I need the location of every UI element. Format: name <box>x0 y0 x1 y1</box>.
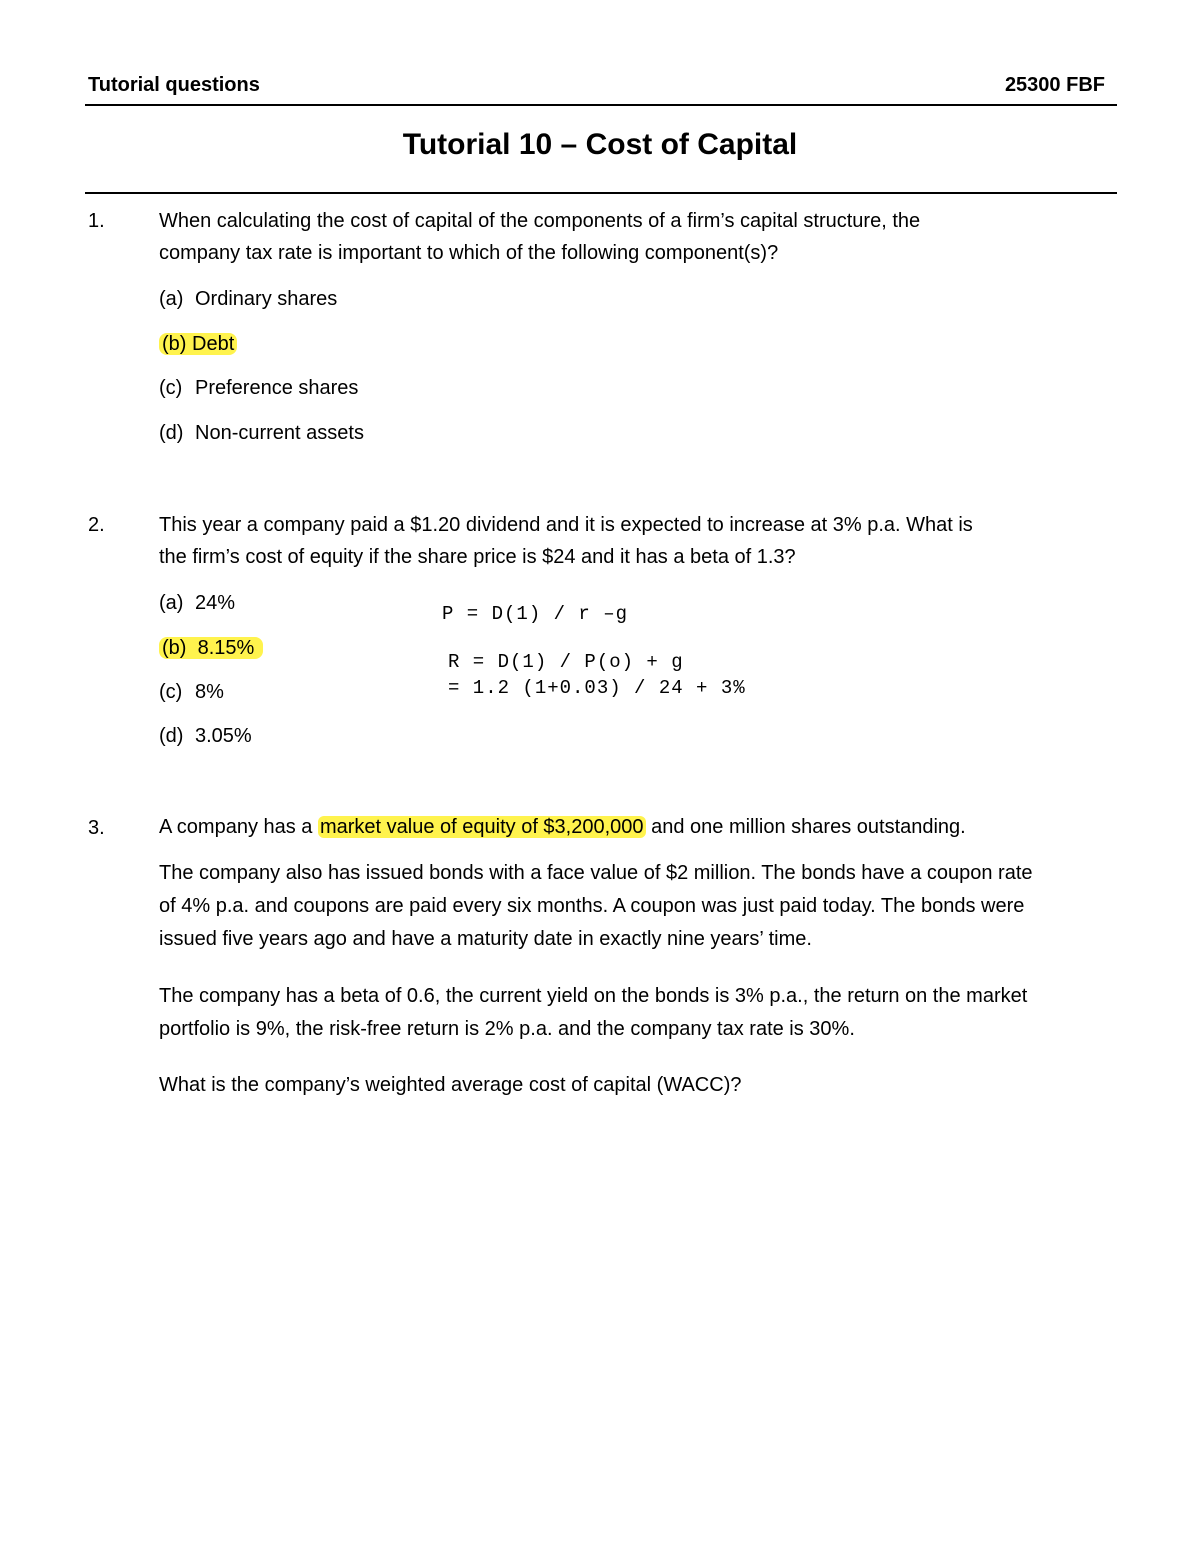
question-2-option-d <box>159 725 252 748</box>
paragraph-line: portfolio is 9%, the risk-free return is 2% p.a. and the company tax rate is 30%. <box>159 1018 855 1040</box>
header-right: 25300 FBF <box>1004 74 1105 96</box>
answer-highlight <box>159 333 237 355</box>
question-3-line-1 <box>159 811 1109 843</box>
header-rule <box>85 104 1117 106</box>
option-label: (b) <box>162 637 187 659</box>
formula-calculation: = 1.2 (1+0.03) / 24 + 3% <box>448 677 746 699</box>
question-1-option-d <box>159 422 364 445</box>
option-label: (c) <box>159 377 183 399</box>
page-title: Tutorial 10 – Cost of Capital <box>402 128 798 161</box>
option-text: 24% <box>195 592 236 614</box>
question-2-line-2: the firm’s cost of equity if the share price is $24 and it has a beta of 1.3? <box>159 546 796 568</box>
question-3-paragraph-3 <box>159 980 1109 1046</box>
question-2-option-a <box>159 592 235 615</box>
paragraph-line: of 4% p.a. and coupons are paid every six months. A coupon was just paid today. The bonds were <box>159 895 1025 917</box>
option-label: (c) <box>159 681 183 703</box>
question-1-option-b <box>159 333 237 356</box>
question-2-line-1: This year a company paid a $1.20 dividend and it is expected to increase at 3% p.a. What is <box>159 514 973 536</box>
option-label: (b) <box>162 333 187 355</box>
option-label: (d) <box>159 422 184 444</box>
question-3-line-1-start: A company has a <box>159 816 318 838</box>
formula-price: P = D(1) / r –g <box>442 603 629 625</box>
option-text: 8% <box>195 681 224 703</box>
option-text: Ordinary shares <box>195 288 338 310</box>
question-1-line-2: company tax rate is important to which of the following component(s)? <box>159 242 779 264</box>
option-text: Preference shares <box>195 377 359 399</box>
option-text: Non-current assets <box>195 422 364 444</box>
question-1-text <box>159 205 1109 269</box>
question-3-line-1-end: and one million shares outstanding. <box>645 816 966 838</box>
option-text: Debt <box>192 333 235 355</box>
paragraph-line: The company has a beta of 0.6, the current yield on the bonds is 3% p.a., the return on the market <box>159 985 1028 1007</box>
question-2-text <box>159 509 1109 573</box>
question-1-option-a <box>159 288 337 311</box>
header-left: Tutorial questions <box>88 74 260 96</box>
answer-highlight <box>159 637 263 659</box>
question-1-option-c <box>159 377 358 400</box>
title-rule <box>85 192 1117 194</box>
equity-value-highlight: market value of equity of $3,200,000 <box>319 816 644 838</box>
option-text: 8.15% <box>197 637 255 659</box>
option-label: (a) <box>159 592 184 614</box>
option-text: 3.05% <box>195 725 252 747</box>
formula-return: R = D(1) / P(o) + g <box>448 651 684 673</box>
question-2-option-c <box>159 681 224 704</box>
paragraph-line: issued five years ago and have a maturity date in exactly nine years’ time. <box>159 928 812 950</box>
question-1-line-1: When calculating the cost of capital of the components of a firm’s capital structure, the <box>159 210 921 232</box>
paragraph-line: The company also has issued bonds with a face value of $2 million. The bonds have a coupon rate <box>159 862 1033 884</box>
question-2-number: 2. <box>88 514 105 536</box>
option-label: (d) <box>159 725 184 747</box>
option-label: (a) <box>159 288 184 310</box>
question-2-option-b <box>159 637 263 660</box>
question-1-number: 1. <box>88 210 105 232</box>
question-3-prompt: What is the company’s weighted average cost of capital (WACC)? <box>159 1074 742 1096</box>
question-3-paragraph-2 <box>159 857 1109 956</box>
question-3-number: 3. <box>88 817 105 839</box>
